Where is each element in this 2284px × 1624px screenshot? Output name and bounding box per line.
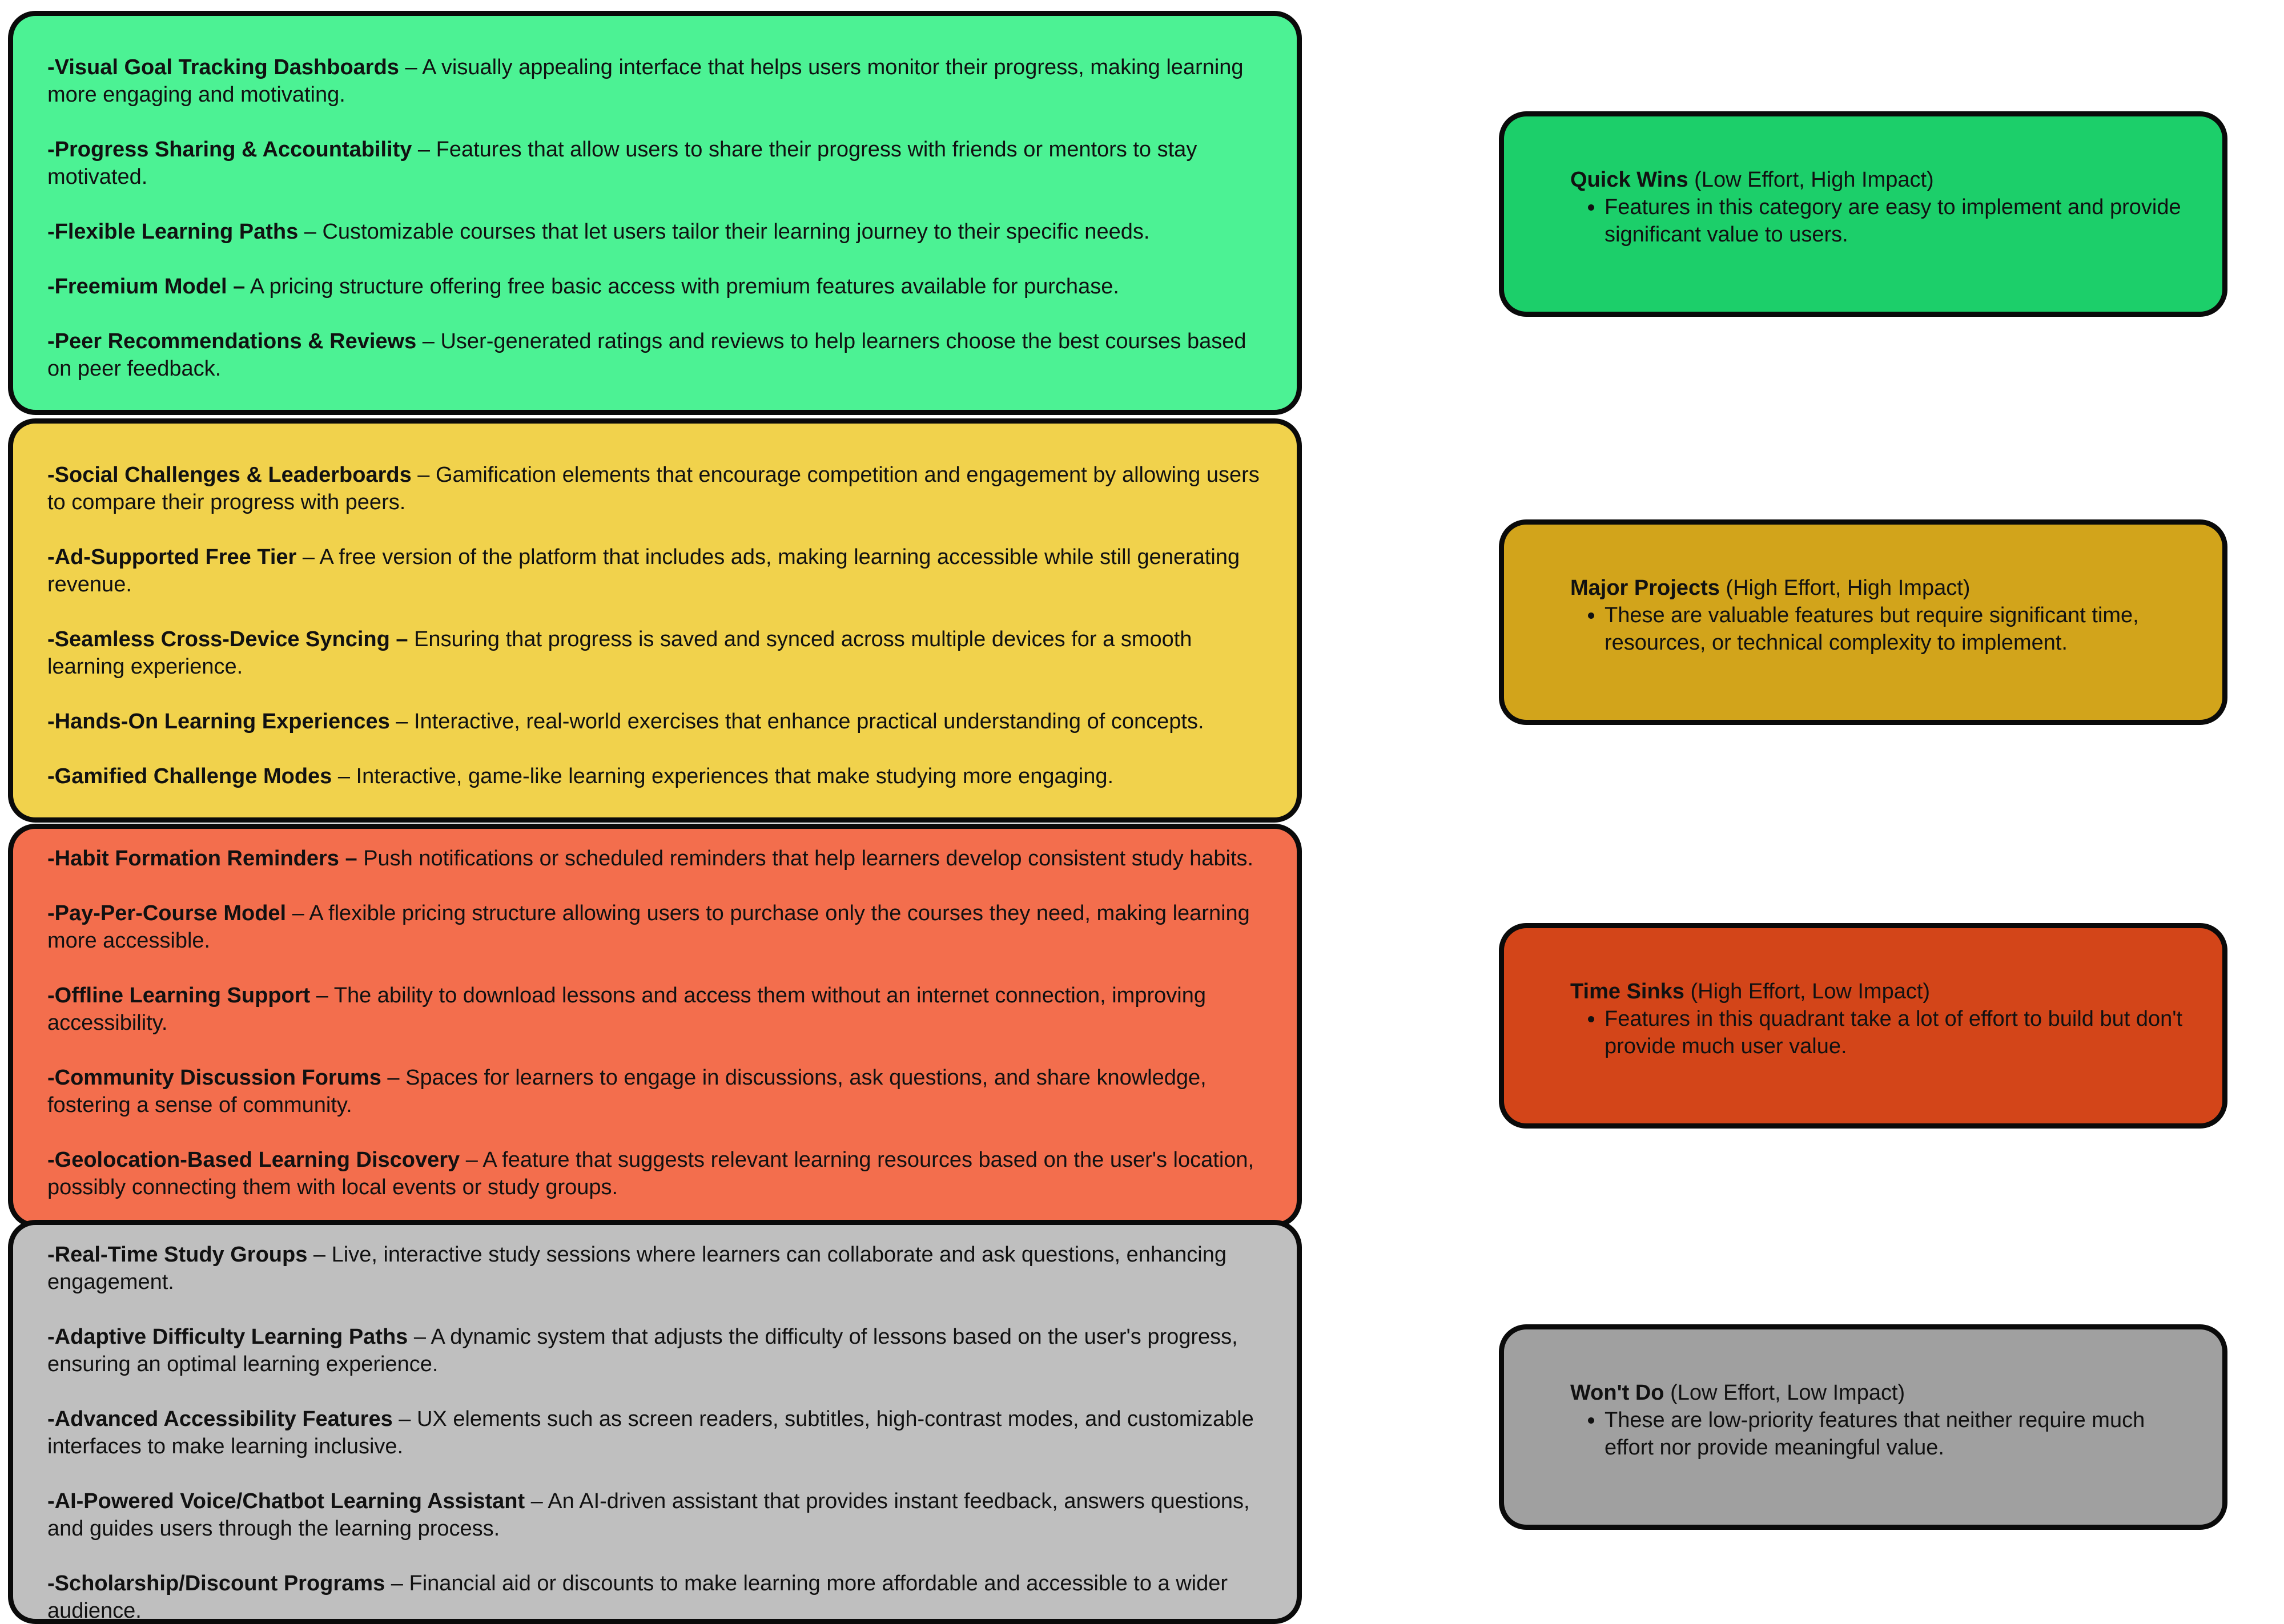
legend-bullet: • These are valuable features but require significant time, resources, or technical complexity to implement. [1605,602,2188,656]
feature-title: -AI-Powered Voice/Chatbot Learning Assistant [47,1489,525,1513]
feature-description: – A free version of the platform that includes ads, making learning accessible while still generating revenue. [47,545,1240,597]
feature-description: – User-generated ratings and reviews to help learners choose the best courses based on peer feedback. [47,329,1246,381]
feature-item [47,54,1262,108]
legend-title [1570,574,2188,602]
feature-title: -Real-Time Study Groups [47,1243,308,1267]
legend-subtitle: (Low Effort, Low Impact) [1664,1381,1905,1405]
feature-title: -Hands-On Learning Experiences [47,710,390,734]
wont-do-legend [1499,1324,2227,1530]
feature-title: -Ad-Supported Free Tier [47,545,297,569]
feature-item [47,543,1262,598]
feature-description: – A flexible pricing structure allowing users to purchase only the courses they need, making learning more accessible. [47,901,1250,953]
feature-item [47,900,1262,954]
feature-description: – Spaces for learners to engage in discussions, ask questions, and share knowledge, fostering a sense of community. [47,1066,1207,1117]
feature-item [47,626,1262,680]
legend-subtitle: (High Effort, High Impact) [1719,576,1971,600]
feature-description: – Financial aid or discounts to make learning more affordable and accessible to a wider audience. [47,1571,1228,1623]
feature-title: -Progress Sharing & Accountability [47,138,412,162]
feature-description: – UX elements such as screen readers, subtitles, high-contrast modes, and customizable interfaces to make learning inclusive. [47,1407,1254,1458]
legend-title-bold: Quick Wins [1570,168,1688,192]
feature-title: -Adaptive Difficulty Learning Paths [47,1325,408,1349]
feature-description: – A visually appealing interface that helps users monitor their progress, making learning more engaging and motivating. [47,55,1244,107]
feature-title: -Freemium Model – [47,275,246,299]
feature-description: A pricing structure offering free basic access with premium features available for purchase. [245,275,1119,299]
legend-bullets [1570,602,2188,656]
feature-title: -Geolocation-Based Learning Discovery [47,1148,460,1172]
time-sinks-feature-box [8,824,1302,1228]
quick-wins-legend [1499,111,2227,317]
feature-title: -Pay-Per-Course Model [47,901,287,925]
major-projects-legend [1499,519,2227,725]
legend-bullet: • These are low-priority features that neither require much effort nor provide meaningful value. [1605,1407,2188,1461]
feature-title: -Offline Learning Support [47,984,311,1008]
feature-item [47,763,1262,790]
feature-title: -Community Discussion Forums [47,1066,381,1090]
legend-subtitle: (Low Effort, High Impact) [1688,168,1934,192]
major-projects-feature-box [8,418,1302,823]
feature-description: – Interactive, game-like learning experiences that make studying more engaging. [332,764,1114,788]
legend-title [1570,166,2188,194]
legend-bullets [1570,194,2188,248]
feature-description: – Interactive, real-world exercises that enhance practical understanding of concepts. [389,710,1204,734]
feature-item [47,1570,1262,1624]
legend-title [1570,1379,2188,1407]
legend-bullet: • Features in this category are easy to implement and provide significant value to users. [1605,194,2188,248]
feature-description: – A dynamic system that adjusts the difficulty of lessons based on the user's progress, ensuring an optimal learning experience. [47,1325,1238,1376]
feature-item [47,136,1262,191]
feature-title: -Flexible Learning Paths [47,220,299,244]
legend-bullets [1570,1005,2188,1060]
feature-description: – Customizable courses that let users tailor their learning journey to their specific needs. [298,220,1150,244]
feature-title: -Seamless Cross-Device Syncing – [47,627,408,651]
feature-title: -Habit Formation Reminders – [47,847,357,871]
feature-description: Push notifications or scheduled reminders that help learners develop consistent study habits. [357,847,1254,871]
feature-title: -Visual Goal Tracking Dashboards [47,55,399,79]
feature-item [47,845,1262,872]
legend-title [1570,978,2188,1005]
wont-do-feature-box [8,1220,1302,1624]
feature-item [47,708,1262,735]
feature-description: – An AI-driven assistant that provides instant feedback, answers questions, and guides users through the learning process. [47,1489,1250,1541]
feature-item [47,1323,1262,1378]
feature-description: – Features that allow users to share their progress with friends or mentors to stay motivated. [47,138,1197,189]
feature-item [47,982,1262,1037]
time-sinks-legend [1499,923,2227,1129]
feature-title: -Scholarship/Discount Programs [47,1571,385,1595]
feature-description: – A feature that suggests relevant learning resources based on the user's location, possibly connecting them with local events or study groups. [47,1148,1254,1199]
legend-subtitle: (High Effort, Low Impact) [1684,980,1931,1004]
legend-title-bold: Time Sinks [1570,980,1684,1004]
feature-item [47,273,1262,300]
feature-title: -Advanced Accessibility Features [47,1407,393,1431]
feature-item [47,1405,1262,1460]
feature-description: – Live, interactive study sessions where learners can collaborate and ask questions, enhancing engagement. [47,1243,1227,1294]
feature-item [47,218,1262,245]
feature-item [47,1241,1262,1296]
legend-bullets [1570,1407,2188,1461]
feature-title: -Gamified Challenge Modes [47,764,332,788]
feature-title: -Social Challenges & Leaderboards [47,463,412,487]
feature-description: – The ability to download lessons and access them without an internet connection, improving accessibility. [47,984,1206,1035]
feature-item [47,1064,1262,1119]
feature-item [47,1488,1262,1542]
legend-bullet: • Features in this quadrant take a lot of effort to build but don't provide much user value. [1605,1005,2188,1060]
feature-item [47,1146,1262,1201]
legend-title-bold: Major Projects [1570,576,1720,600]
feature-item [47,328,1262,382]
legend-title-bold: Won't Do [1570,1381,1664,1405]
feature-description: Ensuring that progress is saved and synced across multiple devices for a smooth learning experience. [47,627,1192,679]
feature-description: – Gamification elements that encourage competition and engagement by allowing users to compare their progress with peers. [47,463,1260,514]
quick-wins-feature-box [8,11,1302,415]
feature-item [47,461,1262,516]
feature-title: -Peer Recommendations & Reviews [47,329,417,353]
